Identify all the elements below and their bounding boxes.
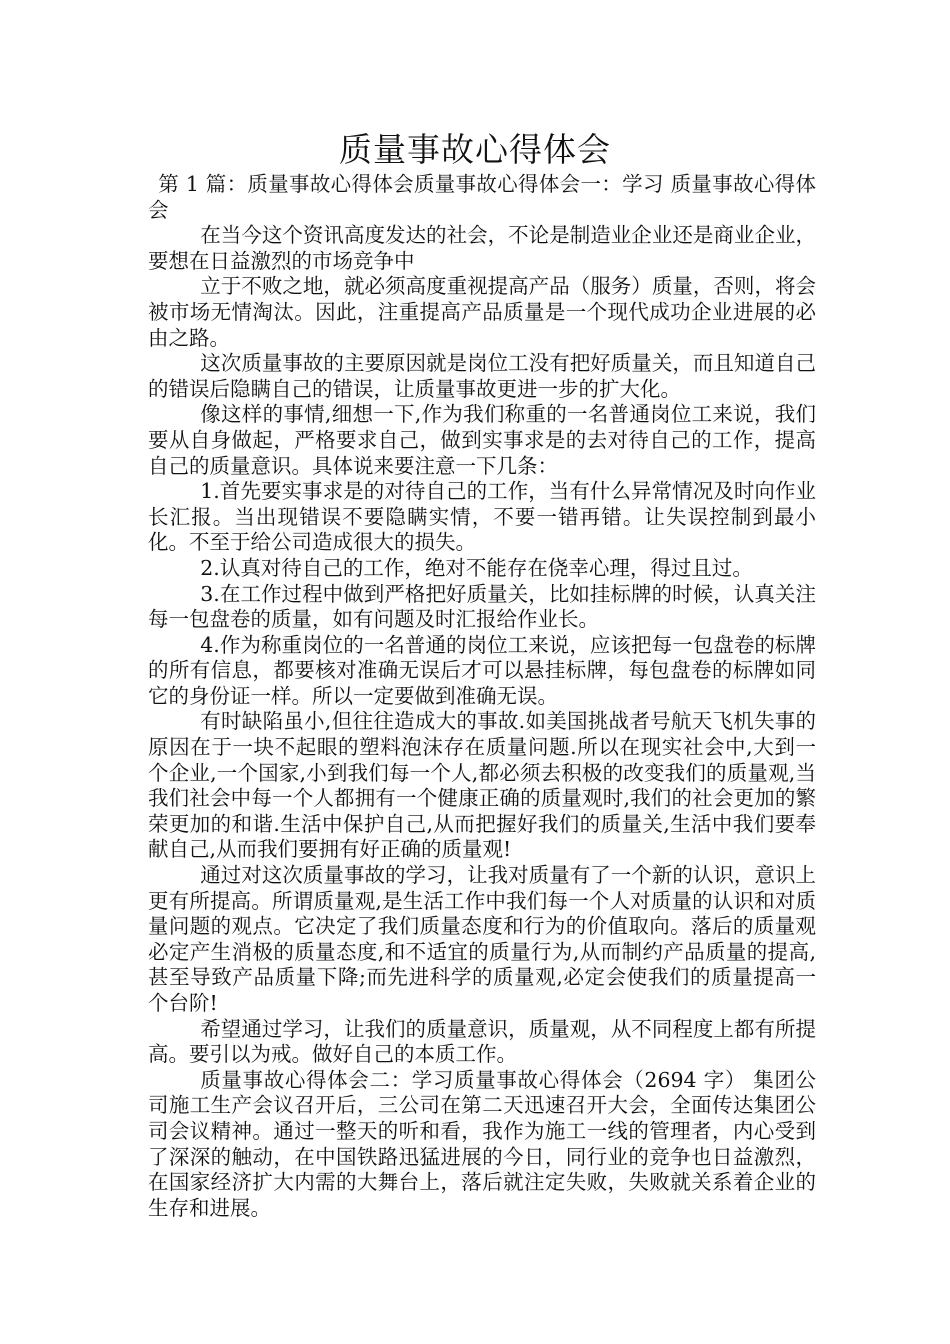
- paragraph: 有时缺陷虽小,但往往造成大的事故.如美国挑战者号航天飞机失事的原因在于一块不起眼的塑料泡沫存在质量问题.所以在现实社会中,大到一个企业,一个国家,小到我们每一个人,都必须去积极的改变我们的质量观,当我们社会中每一个人都拥有一个健康正确的质量观时,我们的社会更加的繁荣更加的和谐.生活中保护自己,从而把握好我们的质量关,生活中我们要奉献自己,从而我们要拥有好正确的质量观!: [148, 709, 816, 862]
- document-title: 质量事故心得体会: [339, 130, 611, 169]
- paragraph: 在当今这个资讯高度发达的社会，不论是制造业企业还是商业企业，要想在日益激烈的市场竞争中: [148, 223, 816, 273]
- paragraph: 质量事故心得体会二：学习质量事故心得体会（2694 字） 集团公司施工生产会议召开后，三公司在第二天迅速召开大会，全面传达集团公司会议精神。通过一整天的听和看，我作为施工一线的管理者，内心受到了深深的触动，在中国铁路迅猛进展的今日，同行业的竞争也日益激烈，在国家经济扩大内需的大舞台上，落后就注定失败，失败就关系着企业的生存和进展。: [148, 1067, 816, 1220]
- paragraph: 2.认真对待自己的工作，绝对不能存在侥幸心理，得过且过。: [200, 555, 753, 580]
- paragraph: 这次质量事故的主要原因就是岗位工没有把好质量关，而且知道自己的错误后隐瞒自己的错误，让质量事故更进一步的扩大化。: [148, 351, 816, 401]
- paragraph: 通过对这次质量事故的学习，让我对质量有了一个新的认识，意识上更有所提高。所谓质量观,是生活工作中我们每一个人对质量的认识和对质量问题的观点。它决定了我们质量态度和行为的价值取向。落后的质量观必定产生消极的质量态度,和不适宜的质量行为,从而制约产品质量的提高,甚至导致产品质量下降;而先进科学的质量观,必定会使我们的质量提高一个台阶!: [148, 863, 816, 1015]
- paragraph: 4.作为称重岗位的一名普通的岗位工来说，应该把每一包盘卷的标牌的所有信息，都要核对准确无误后才可以悬挂标牌，每包盘卷的标牌如同它的身份证一样。所以一定要做到准确无误。: [148, 632, 816, 708]
- paragraph: 1.首先要实事求是的对待自己的工作，当有什么异常情况及时向作业长汇报。当出现错误不要隐瞒实情，不要一错再错。让失误控制到最小化。不至于给公司造成很大的损失。: [148, 479, 816, 555]
- paragraph: 希望通过学习，让我们的质量意识，质量观，从不同程度上都有所提高。要引以为戒。做好自己的本质工作。: [148, 1016, 816, 1067]
- paragraph: 3.在工作过程中做到严格把好质量关，比如挂标牌的时候，认真关注每一包盘卷的质量，如有问题及时汇报给作业长。: [148, 581, 816, 632]
- paragraph: 第 1 篇：质量事故心得体会质量事故心得体会一：学习 质量事故心得体会: [148, 172, 816, 222]
- paragraph: 像这样的事情,细想一下,作为我们称重的一名普通岗位工来说，我们要从自身做起，严格要求自己，做到实事求是的去对待自己的工作，提高自己的质量意识。具体说来要注意一下几条：: [148, 402, 816, 478]
- document-body: [148, 172, 816, 1221]
- paragraph: 立于不败之地，就必须高度重视提高产品（服务）质量，否则，将会被市场无情淘汰。因此，注重提高产品质量是一个现代成功企业进展的必由之路。: [148, 274, 816, 350]
